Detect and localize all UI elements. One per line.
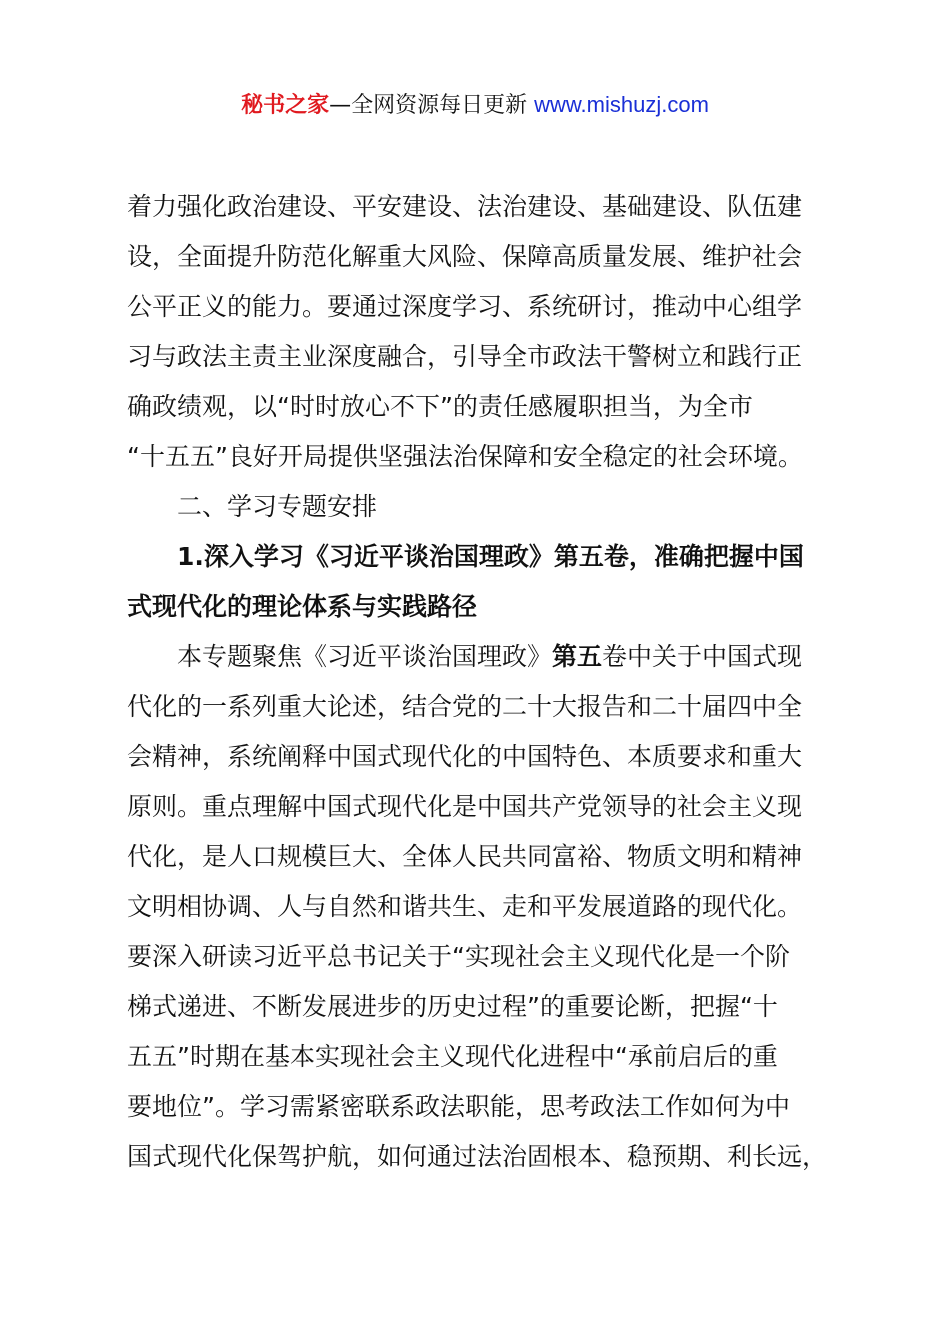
- subheading-line: 式现代化的理论体系与实践路径: [127, 592, 478, 621]
- text-line: 原则。重点理解中国式现代化是中国共产党领导的社会主义现: [127, 792, 803, 821]
- text-line: 会精神，系统阐释中国式现代化的中国特色、本质要求和重大: [127, 742, 803, 771]
- document-body: [127, 182, 835, 1182]
- text-line: 公平正义的能力。要通过深度学习、系统研讨，推动中心组学: [127, 292, 803, 321]
- text-segment: 本专题聚焦《习近平谈治国理政》: [177, 642, 553, 671]
- text-line: 代化，是人口规模巨大、全体人民共同富裕、物质文明和精神: [127, 842, 803, 871]
- site-header: [0, 88, 950, 123]
- text-segment: 卷中关于中国式现: [602, 642, 803, 671]
- text-line: 梯式递进、不断发展进步的历史过程”的重要论断，把握“十: [127, 992, 778, 1021]
- site-tagline: —全网资源每日更新: [329, 93, 535, 118]
- site-url-link[interactable]: www.mishuzj.com: [534, 92, 709, 117]
- text-line: “十五五”良好开局提供坚强法治保障和安全稳定的社会环境。: [127, 442, 803, 471]
- paragraph-first-line: [127, 632, 835, 682]
- text-line: 要地位”。学习需紧密联系政法职能，思考政法工作如何为中: [127, 1092, 790, 1121]
- section-heading: 二、学习专题安排: [177, 492, 378, 521]
- site-brand: 秘书之家: [241, 93, 330, 118]
- text-line: 着力强化政治建设、平安建设、法治建设、基础建设、队伍建: [127, 192, 803, 221]
- text-segment-bold: 第五: [552, 642, 603, 671]
- text-line: 五五”时期在基本实现社会主义现代化进程中“承前启后的重: [127, 1042, 778, 1071]
- text-line: 国式现代化保驾护航，如何通过法治固根本、稳预期、利长远，: [127, 1142, 828, 1171]
- text-line: 习与政法主责主业深度融合，引导全市政法干警树立和践行正: [127, 342, 803, 371]
- text-line: 代化的一系列重大论述，结合党的二十大报告和二十届四中全: [127, 692, 803, 721]
- text-line: 确政绩观，以“时时放心不下”的责任感履职担当，为全市: [127, 392, 753, 421]
- subheading-line: 1.深入学习《习近平谈治国理政》第五卷，准确把握中国: [177, 542, 804, 571]
- text-line: 设，全面提升防范化解重大风险、保障高质量发展、维护社会: [127, 242, 803, 271]
- text-line: 要深入研读习近平总书记关于“实现社会主义现代化是一个阶: [127, 942, 790, 971]
- text-line: 文明相协调、人与自然和谐共生、走和平发展道路的现代化。: [127, 892, 803, 921]
